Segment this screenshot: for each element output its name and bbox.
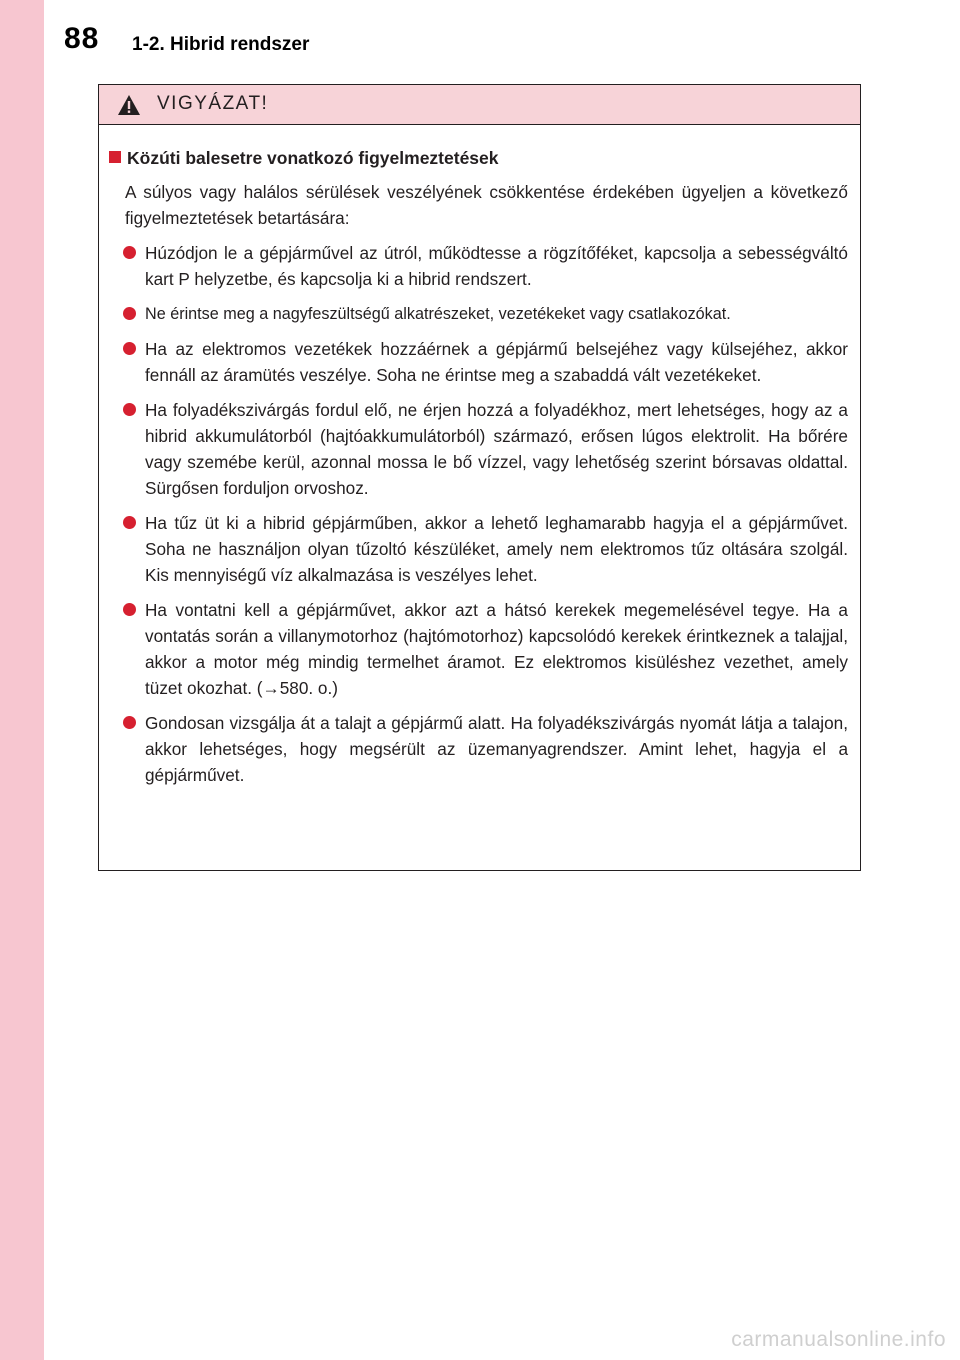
warning-triangle-icon <box>117 94 141 116</box>
bullet-dot-icon <box>123 403 136 416</box>
list-item-text: Gondosan vizsgálja át a talajt a gépjármű alatt. Ha folyadékszivárgás nyomát látja a talajon, akkor lehetséges, hogy megsérült az üzemanyagrendszer. Amint lehet, hagyja el a gépjárművet. <box>145 713 848 785</box>
warning-subheading <box>107 145 852 171</box>
list-item <box>107 710 852 788</box>
bullet-dot-icon <box>123 342 136 355</box>
list-item-text: Ha folyadékszivárgás fordul elő, ne érjen hozzá a folyadékhoz, mert lehetséges, hogy az a hibrid akkumulátorból (hajtóakkumulátorból) származó, erősen lúgos elektrolit. Ha bőrére vagy szemébe kerül, azonnal mossa le bő vízzel, vagy lehetőség szerint bórsavas oldattal. Sürgősen forduljon orvoshoz. <box>145 400 848 498</box>
subheading-text: Közúti balesetre vonatkozó figyelmeztetések <box>127 148 499 168</box>
list-item-text: Ha vontatni kell a gépjárművet, akkor azt a hátsó kerekek megemelésével tegye. Ha a vontatás során a villanymotorhoz (hajtómotorhoz) kapcsolódó kerekek érintkeznek a talajjal, akkor a motor még mindig termelhet áramot. Ez elektromos kisüléshez vezethet, amely tüzet okozhat. (→580. o.) <box>145 600 848 698</box>
list-item <box>107 397 852 501</box>
side-strip <box>0 0 44 1360</box>
list-item-text: Ha tűz üt ki a hibrid gépjárműben, akkor a lehető leghamarabb hagyja el a gépjárművet. Soha ne használjon olyan tűzoltó készüléket, amely nem elektromos tűz oltására szolgál. Kis mennyiségű víz alkalmazása is veszélyes lehet. <box>145 513 848 585</box>
page-number: 88 <box>64 22 100 55</box>
list-item-text: Ha az elektromos vezetékek hozzáérnek a gépjármű belsejéhez vagy külsejéhez, akkor fennáll az áramütés veszélye. Soha ne érintse meg a szabaddá vált vezetékeket. <box>145 339 848 385</box>
bullet-dot-icon <box>123 246 136 259</box>
watermark: carmanualsonline.info <box>731 1328 946 1351</box>
intro-paragraph: A súlyos vagy halálos sérülések veszélyének csökkentése érdekében ügyeljen a következő figyelmeztetések betartására: <box>125 182 848 228</box>
bullet-list <box>107 240 852 788</box>
bullet-dot-icon <box>123 603 136 616</box>
square-bullet-icon <box>109 151 121 163</box>
warning-title: VIGYÁZAT! <box>157 93 269 114</box>
list-item-text: Ne érintse meg a nagyfeszültségű alkatrészeket, vezetékeket vagy csatlakozókat. <box>145 305 731 323</box>
warning-header <box>99 85 860 125</box>
bullet-dot-icon <box>123 716 136 729</box>
list-item <box>107 240 852 292</box>
list-item-text: Húzódjon le a gépjárművel az útról, működtesse a rögzítőféket, kapcsolja a sebességváltó kart P helyzetbe, és kapcsolja ki a hibrid rendszert. <box>145 243 848 289</box>
bullet-dot-icon <box>123 307 136 320</box>
list-item <box>107 301 852 327</box>
bullet-dot-icon <box>123 516 136 529</box>
list-item <box>107 597 852 701</box>
section-title: 1-2. Hibrid rendszer <box>132 34 310 55</box>
list-item <box>107 510 852 588</box>
warning-body <box>99 125 860 788</box>
warning-box <box>98 84 861 871</box>
list-item <box>107 336 852 388</box>
